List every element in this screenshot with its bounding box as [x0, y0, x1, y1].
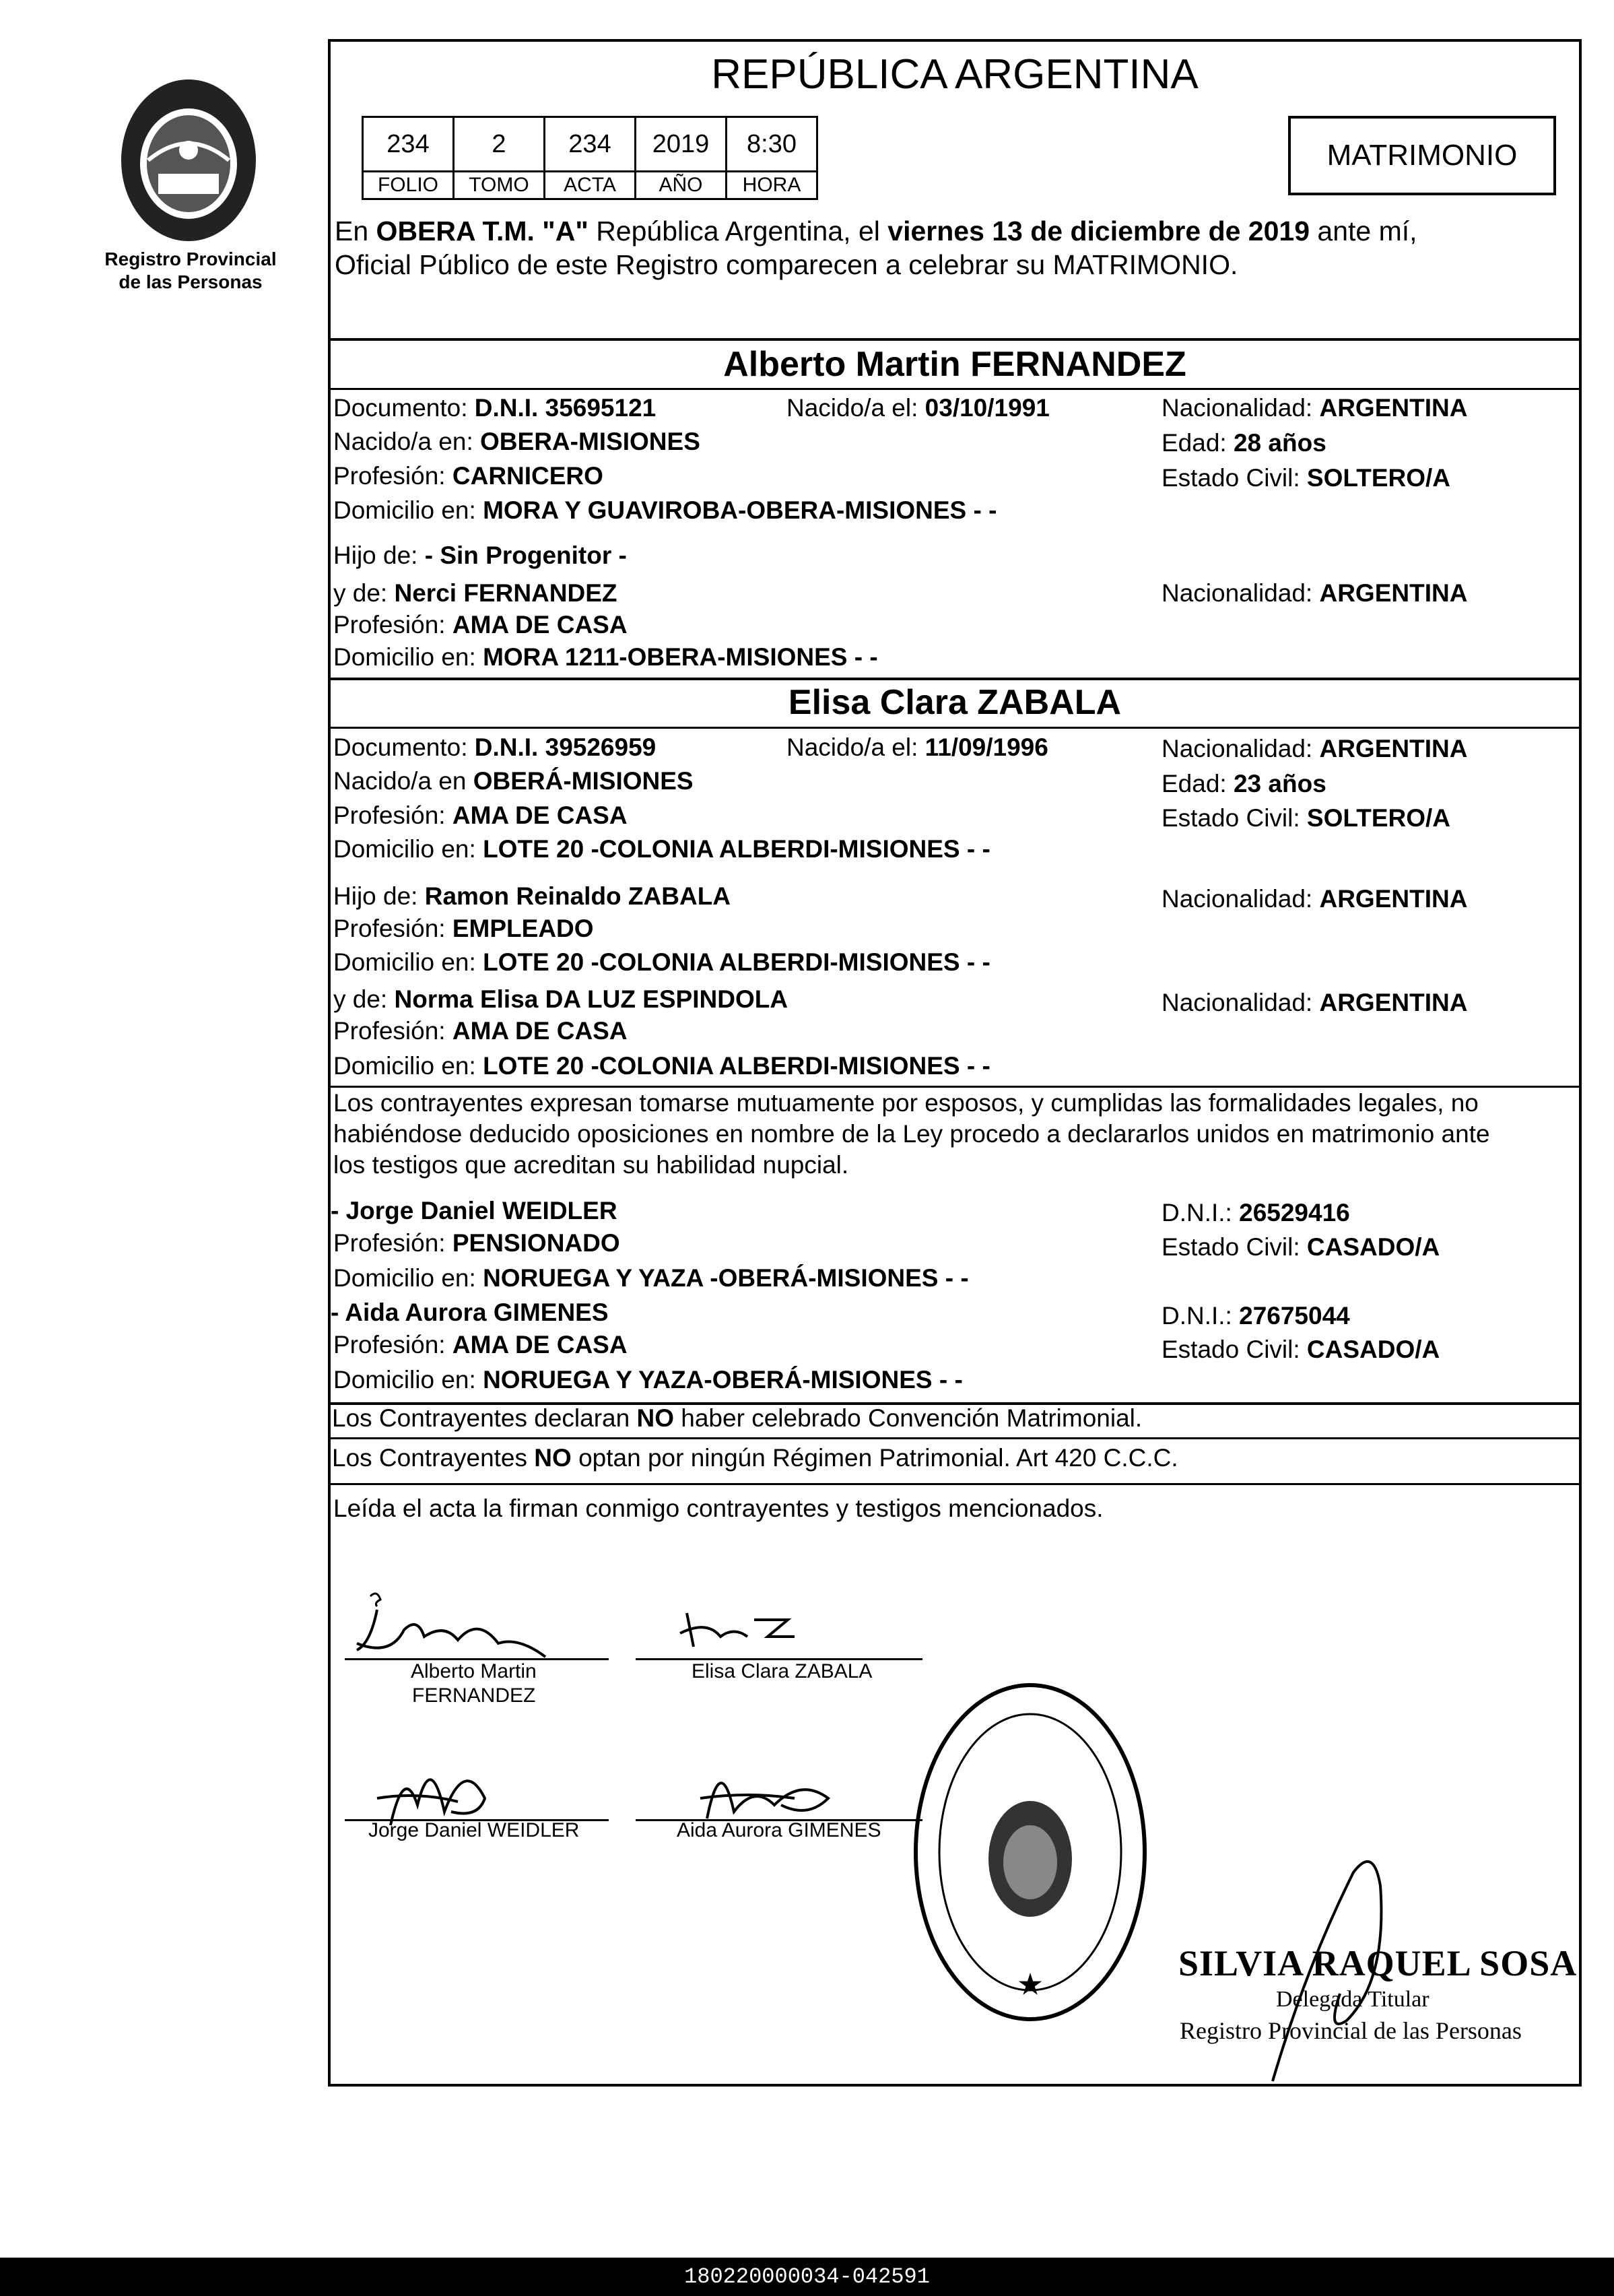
label: Estado Civil:	[1162, 1336, 1307, 1363]
convention-line1	[332, 1403, 1142, 1434]
label: Profesión:	[333, 915, 452, 942]
witness1-prof	[333, 1228, 620, 1259]
witness1-dni-value: 26529416	[1239, 1199, 1350, 1226]
bride-mother-addr-value: LOTE 20 -COLONIA ALBERDI-MISIONES - -	[483, 1052, 990, 1080]
groom-born-value: 03/10/1991	[924, 394, 1050, 422]
groom-prof-value: CARNICERO	[452, 462, 603, 490]
bride-prof	[333, 800, 628, 831]
bride-signature-name: Elisa Clara ZABALA	[692, 1660, 873, 1682]
bride-mother	[333, 984, 788, 1015]
official-office: Registro Provincial de las Personas	[1180, 2017, 1522, 2044]
groom-mother	[333, 578, 617, 609]
groom-civil-value: SOLTERO/A	[1306, 464, 1451, 492]
label: Estado Civil:	[1162, 804, 1307, 832]
label: D.N.I.:	[1162, 1199, 1240, 1226]
footer-code: 180220000034-042591	[0, 2258, 1614, 2296]
bride-father-prof-value: EMPLEADO	[452, 915, 594, 942]
label: Profesión:	[333, 611, 452, 638]
label: D.N.I.:	[1162, 1302, 1240, 1330]
groom-mother-nat	[1162, 578, 1467, 609]
witness1-civil	[1162, 1232, 1440, 1263]
label: Profesión:	[333, 1017, 452, 1045]
intro-text-c: ante mí,	[1310, 216, 1417, 247]
label: Hijo de:	[333, 542, 425, 569]
label: Documento:	[333, 733, 475, 761]
groom-mother-nat-value: ARGENTINA	[1319, 579, 1468, 607]
label: y de:	[333, 579, 395, 607]
bride-born	[786, 732, 1048, 763]
acta-value: 234	[545, 117, 636, 172]
bride-doc	[333, 732, 656, 763]
bride-father-addr	[333, 947, 990, 978]
seal-caption	[79, 248, 302, 294]
bride-age-value: 23 años	[1233, 770, 1326, 797]
witness1-addr-value: NORUEGA Y YAZA -OBERÁ-MISIONES - -	[483, 1264, 969, 1292]
label: Domicilio en:	[333, 1052, 483, 1080]
bride-nat	[1162, 733, 1467, 764]
convention-no: NO	[636, 1404, 674, 1432]
groom-mother-value: Nerci FERNANDEZ	[394, 579, 617, 607]
bride-mother-nat	[1162, 987, 1467, 1018]
witness1-dni	[1162, 1198, 1350, 1228]
witness1-signature	[350, 1738, 539, 1832]
label: Domicilio en:	[333, 1264, 483, 1292]
witness2-prof	[333, 1330, 628, 1360]
bride-father-nat-value: ARGENTINA	[1319, 885, 1468, 913]
declaration-line1: Los contrayentes expresan tomarse mutuamente por esposos, y cumplidas las formalidades legales, no	[333, 1089, 1479, 1117]
groom-mother-addr-value: MORA 1211-OBERA-MISIONES - -	[483, 643, 878, 671]
groom-name: Alberto Martin FERNANDEZ	[723, 345, 1186, 384]
official-title: Delegada Titular	[1276, 1987, 1430, 2012]
intro-place: OBERA T.M. "A"	[376, 216, 589, 247]
label: Profesión:	[333, 1229, 452, 1257]
provincial-seal-icon	[101, 73, 276, 248]
provincial-seal	[101, 73, 276, 248]
witness1-civil-value: CASADO/A	[1306, 1233, 1440, 1261]
divider	[328, 1437, 1582, 1439]
declaration-line3: los testigos que acreditan su habilidad nupcial.	[333, 1151, 849, 1179]
bride-age	[1162, 768, 1326, 799]
anio-label: AÑO	[636, 172, 727, 199]
hora-value: 8:30	[727, 117, 817, 172]
groom-mother-prof	[333, 610, 628, 641]
label: Profesión:	[333, 801, 452, 829]
groom-signature-name-1: Alberto Martin	[411, 1660, 537, 1682]
bride-prof-value: AMA DE CASA	[452, 801, 628, 829]
seal-caption-line1: Registro Provincial	[104, 249, 277, 269]
convention-line2	[332, 1443, 1178, 1474]
label: Edad:	[1162, 429, 1234, 457]
intro-text-a: En	[335, 216, 376, 247]
label: Domicilio en:	[333, 835, 483, 863]
witness2-civil	[1162, 1334, 1440, 1365]
official-signature	[1246, 1832, 1468, 2088]
label: Nacionalidad:	[1162, 735, 1320, 762]
label: Hijo de:	[333, 882, 425, 910]
label: Domicilio en:	[333, 1366, 483, 1393]
folio-label: FOLIO	[363, 172, 454, 199]
divider	[328, 388, 1582, 390]
label: Domicilio en:	[333, 643, 483, 671]
label: Profesión:	[333, 462, 452, 490]
label: Estado Civil:	[1162, 1233, 1307, 1261]
label: Edad:	[1162, 770, 1234, 797]
divider	[328, 727, 1582, 729]
label: Nacionalidad:	[1162, 579, 1320, 607]
groom-nat-value: ARGENTINA	[1319, 394, 1468, 422]
witness2-dni	[1162, 1301, 1350, 1332]
groom-prof	[333, 461, 603, 492]
folio-table	[362, 116, 818, 200]
witness1-prof-value: PENSIONADO	[452, 1229, 620, 1257]
groom-birthplace	[333, 426, 700, 457]
witness2-addr	[333, 1365, 963, 1396]
label: Nacionalidad:	[1162, 885, 1320, 913]
bride-father-value: Ramon Reinaldo ZABALA	[424, 882, 731, 910]
bride-addr-value: LOTE 20 -COLONIA ALBERDI-MISIONES - -	[483, 835, 990, 863]
convention-text-a: Los Contrayentes declaran	[332, 1404, 637, 1432]
witness2-name: - Aida Aurora GIMENES	[331, 1299, 609, 1326]
anio-value: 2019	[636, 117, 727, 172]
tomo-label: TOMO	[454, 172, 545, 199]
witness2-dni-value: 27675044	[1239, 1302, 1350, 1330]
convention-text-d: optan por ningún Régimen Patrimonial. Art 420 C.C.C.	[571, 1444, 1178, 1472]
convention-text-b: haber celebrado Convención Matrimonial.	[674, 1404, 1143, 1432]
bride-addr	[333, 834, 990, 865]
groom-civil	[1162, 463, 1450, 494]
label: Nacido/a en:	[333, 428, 481, 455]
groom-mother-prof-value: AMA DE CASA	[452, 611, 628, 638]
label: Domicilio en:	[333, 948, 483, 976]
official-name: SILVIA RAQUEL SOSA	[1178, 1943, 1578, 1983]
witness1-addr	[333, 1263, 969, 1294]
groom-father-value: - Sin Progenitor -	[424, 542, 627, 569]
witness1-name: - Jorge Daniel WEIDLER	[331, 1197, 617, 1224]
label: Domicilio en:	[333, 496, 483, 524]
groom-addr-value: MORA Y GUAVIROBA-OBERA-MISIONES - -	[483, 496, 997, 524]
intro-line2: Oficial Público de este Registro comparecen a celebrar su MATRIMONIO.	[335, 249, 1238, 280]
bride-birthplace	[333, 766, 694, 797]
delegation-seal	[902, 1670, 1158, 2034]
act-type-box	[1288, 116, 1556, 195]
bride-father-nat	[1162, 884, 1467, 915]
svg-text:★: ★	[1018, 1970, 1042, 2000]
intro-text-b: República Argentina, el	[588, 216, 888, 247]
groom-addr	[333, 495, 997, 526]
bride-civil-value: SOLTERO/A	[1306, 804, 1451, 832]
bride-father-prof	[333, 913, 594, 944]
groom-birthplace-value: OBERA-MISIONES	[480, 428, 700, 455]
label: Estado Civil:	[1162, 464, 1307, 492]
convention-text-c: Los Contrayentes	[332, 1444, 535, 1472]
label: Nacido/a el:	[786, 394, 925, 422]
label: Profesión:	[333, 1331, 452, 1358]
groom-doc	[333, 393, 656, 424]
bride-mother-nat-value: ARGENTINA	[1319, 989, 1468, 1016]
label: Nacido/a el:	[786, 733, 925, 761]
bride-doc-value: D.N.I. 39526959	[474, 733, 657, 761]
groom-mother-addr	[333, 642, 878, 673]
bride-birthplace-value: OBERÁ-MISIONES	[473, 767, 694, 795]
intro-date: viernes 13 de diciembre de 2019	[887, 216, 1310, 247]
act-type: MATRIMONIO	[1326, 139, 1518, 172]
label: Documento:	[333, 394, 475, 422]
label: Nacionalidad:	[1162, 989, 1320, 1016]
folio-value: 234	[363, 117, 454, 172]
groom-father	[333, 540, 627, 571]
country-title: REPÚBLICA ARGENTINA	[711, 51, 1199, 98]
bride-father-addr-value: LOTE 20 -COLONIA ALBERDI-MISIONES - -	[483, 948, 990, 976]
witness2-prof-value: AMA DE CASA	[452, 1331, 628, 1358]
tomo-value: 2	[454, 117, 545, 172]
groom-doc-value: D.N.I. 35695121	[474, 394, 657, 422]
witness2-signature	[694, 1744, 848, 1825]
label: Nacido/a en	[333, 767, 473, 795]
groom-born	[786, 393, 1050, 424]
acta-label: ACTA	[545, 172, 636, 199]
reading-statement: Leída el acta la firman conmigo contrayentes y testigos mencionados.	[333, 1495, 1104, 1522]
groom-nat	[1162, 393, 1467, 424]
bride-nat-value: ARGENTINA	[1319, 735, 1468, 762]
divider	[328, 1483, 1582, 1485]
groom-age-value: 28 años	[1233, 429, 1326, 457]
label: Nacionalidad:	[1162, 394, 1320, 422]
seal-caption-line2: de las Personas	[119, 271, 263, 292]
convention-no: NO	[534, 1444, 572, 1472]
witness1-signature-name: Jorge Daniel WEIDLER	[368, 1819, 580, 1841]
declaration-line2: habiéndose deducido oposiciones en nombre de la Ley procedo a declararlos unidos en matrimonio ante	[333, 1120, 1490, 1148]
witness2-civil-value: CASADO/A	[1306, 1336, 1440, 1363]
bride-signature	[667, 1600, 815, 1660]
witness2-signature-name: Aida Aurora GIMENES	[677, 1819, 881, 1841]
divider	[328, 338, 1582, 341]
bride-father	[333, 881, 731, 912]
label: y de:	[333, 985, 395, 1013]
hora-label: HORA	[727, 172, 817, 199]
bride-civil	[1162, 803, 1450, 834]
bride-name: Elisa Clara ZABALA	[788, 683, 1122, 722]
groom-signature-name-2: FERNANDEZ	[412, 1684, 536, 1707]
bride-mother-prof	[333, 1016, 628, 1047]
bride-mother-addr	[333, 1051, 990, 1082]
bride-mother-prof-value: AMA DE CASA	[452, 1017, 628, 1045]
intro-line1	[335, 214, 1417, 248]
witness2-addr-value: NORUEGA Y YAZA-OBERÁ-MISIONES - -	[483, 1366, 963, 1393]
bride-born-value: 11/09/1996	[924, 733, 1048, 761]
groom-age	[1162, 428, 1326, 459]
bride-mother-value: Norma Elisa DA LUZ ESPINDOLA	[394, 985, 788, 1013]
